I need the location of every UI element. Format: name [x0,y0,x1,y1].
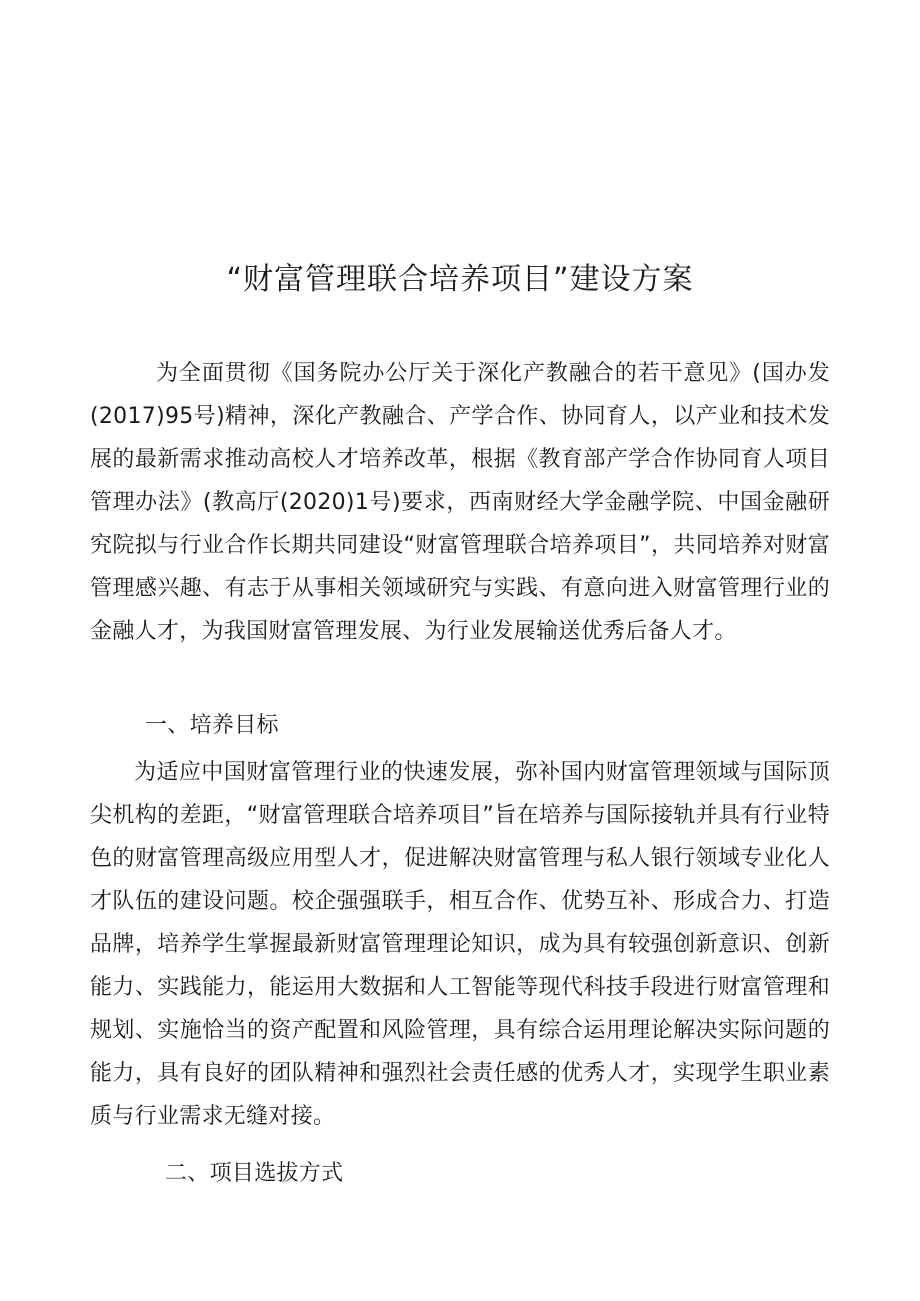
document-title: “财富管理联合培养项目”建设方案 [226,262,694,297]
section-heading-training-goals: 一、培养目标 [145,713,279,738]
section-heading-selection-method: 二、项目选拔方式 [165,1161,344,1186]
intro-paragraph: 为全面贯彻《国务院办公厅关于深化产教融合的若干意见》(国办发(2017)95号)精神，深化产教融合、产学合作、协同育人，以产业和技术发展的最新需求推动高校人才培养改革，根据《教育部产学合作协同育人项目管理办法》(教高厅(2020)1号)要求，西南财经大学金融学院、中国金融研究院拟与行业合作长期共同建设“财富管理联合培养项目”，共同培养对财富管理感兴趣、有志于从事相关领域研究与实践、有意向进入财富管理行业的金融人才，为我国财富管理发展、为行业发展输送优秀后备人才。 [90,361,830,644]
training-goals-paragraph: 为适应中国财富管理行业的快速发展，弥补国内财富管理领域与国际顶尖机构的差距，“财富管理联合培养项目”旨在培养与国际接轨并具有行业特色的财富管理高级应用型人才，促进解决财富管理与私人银行领域专业化人才队伍的建设问题。校企强强联手，相互合作、优势互补、形成合力、打造品牌，培养学生掌握最新财富管理理论知识，成为具有较强创新意识、创新能力、实践能力，能运用大数据和人工智能等现代科技手段进行财富管理和规划、实施恰当的资产配置和风险管理，具有综合运用理论解决实际问题的能力，具有良好的团队精神和强烈社会责任感的优秀人才，实现学生职业素质与行业需求无缝对接。 [90,760,830,1129]
